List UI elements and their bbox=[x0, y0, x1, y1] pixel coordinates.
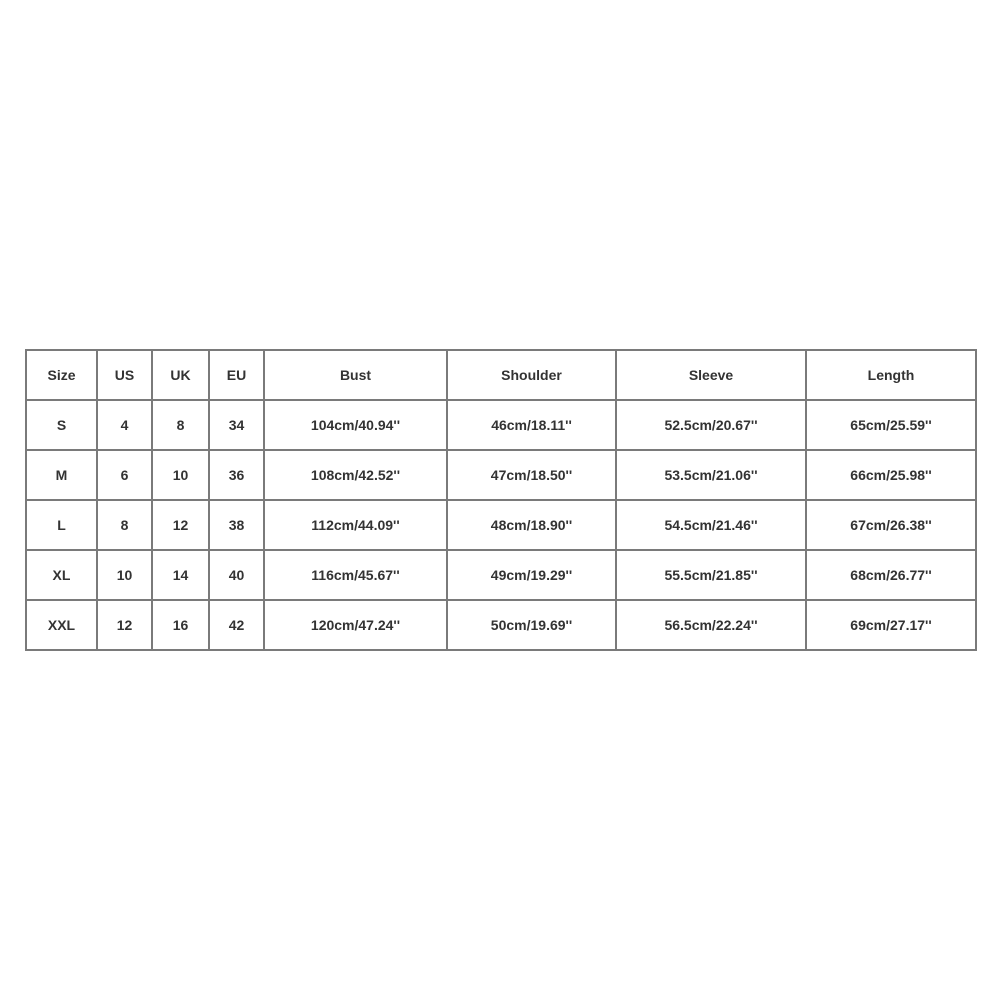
table-row bbox=[26, 500, 976, 550]
table-cell-shoulder: 50cm/19.69'' bbox=[447, 600, 616, 650]
table-cell-uk: 8 bbox=[152, 400, 209, 450]
table-cell-uk: 16 bbox=[152, 600, 209, 650]
header-cell-eu: EU bbox=[209, 350, 264, 400]
table-cell-length: 67cm/26.38'' bbox=[806, 500, 976, 550]
table-cell-sleeve: 54.5cm/21.46'' bbox=[616, 500, 806, 550]
table-row bbox=[26, 550, 976, 600]
header-cell-shoulder: Shoulder bbox=[447, 350, 616, 400]
table-cell-us: 6 bbox=[97, 450, 152, 500]
table-cell-length: 65cm/25.59'' bbox=[806, 400, 976, 450]
table-cell-size: S bbox=[26, 400, 97, 450]
table-cell-sleeve: 52.5cm/20.67'' bbox=[616, 400, 806, 450]
header-cell-uk: UK bbox=[152, 350, 209, 400]
table-cell-eu: 36 bbox=[209, 450, 264, 500]
table-cell-eu: 42 bbox=[209, 600, 264, 650]
table-cell-shoulder: 48cm/18.90'' bbox=[447, 500, 616, 550]
table-cell-shoulder: 47cm/18.50'' bbox=[447, 450, 616, 500]
table-cell-eu: 34 bbox=[209, 400, 264, 450]
header-cell-sleeve: Sleeve bbox=[616, 350, 806, 400]
table-cell-uk: 14 bbox=[152, 550, 209, 600]
table-row bbox=[26, 450, 976, 500]
table-cell-uk: 12 bbox=[152, 500, 209, 550]
table-cell-eu: 38 bbox=[209, 500, 264, 550]
table-cell-length: 66cm/25.98'' bbox=[806, 450, 976, 500]
table-cell-size: L bbox=[26, 500, 97, 550]
table-cell-length: 68cm/26.77'' bbox=[806, 550, 976, 600]
table-cell-sleeve: 55.5cm/21.85'' bbox=[616, 550, 806, 600]
table-cell-bust: 116cm/45.67'' bbox=[264, 550, 447, 600]
table-cell-us: 10 bbox=[97, 550, 152, 600]
table-cell-us: 12 bbox=[97, 600, 152, 650]
table-cell-us: 4 bbox=[97, 400, 152, 450]
table-cell-sleeve: 56.5cm/22.24'' bbox=[616, 600, 806, 650]
table-cell-length: 69cm/27.17'' bbox=[806, 600, 976, 650]
header-cell-bust: Bust bbox=[264, 350, 447, 400]
table-cell-shoulder: 46cm/18.11'' bbox=[447, 400, 616, 450]
header-row bbox=[26, 350, 976, 400]
size-chart-table bbox=[25, 349, 977, 651]
table-row bbox=[26, 400, 976, 450]
table-cell-size: XXL bbox=[26, 600, 97, 650]
table-cell-sleeve: 53.5cm/21.06'' bbox=[616, 450, 806, 500]
table-cell-size: M bbox=[26, 450, 97, 500]
header-cell-length: Length bbox=[806, 350, 976, 400]
header-cell-us: US bbox=[97, 350, 152, 400]
table-cell-us: 8 bbox=[97, 500, 152, 550]
table-cell-size: XL bbox=[26, 550, 97, 600]
table-cell-bust: 108cm/42.52'' bbox=[264, 450, 447, 500]
table-cell-shoulder: 49cm/19.29'' bbox=[447, 550, 616, 600]
table-cell-bust: 112cm/44.09'' bbox=[264, 500, 447, 550]
table-cell-eu: 40 bbox=[209, 550, 264, 600]
table-cell-bust: 104cm/40.94'' bbox=[264, 400, 447, 450]
header-cell-size: Size bbox=[26, 350, 97, 400]
table-row bbox=[26, 600, 976, 650]
table-cell-uk: 10 bbox=[152, 450, 209, 500]
table-cell-bust: 120cm/47.24'' bbox=[264, 600, 447, 650]
